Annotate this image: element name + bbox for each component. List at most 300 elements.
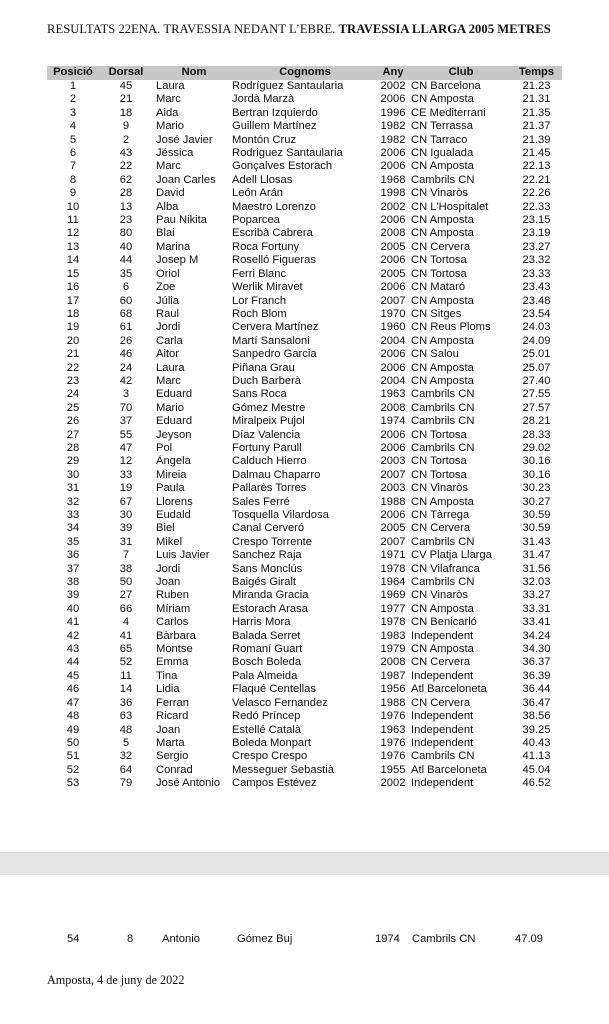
table-row bbox=[47, 402, 562, 415]
cell-nom: Luis Javier bbox=[156, 549, 210, 562]
table-row bbox=[47, 415, 562, 428]
table-row bbox=[47, 724, 562, 737]
cell-club: CN Vinaròs bbox=[411, 482, 468, 495]
cell-nom: Zoe bbox=[156, 281, 176, 294]
cell-club: CN Benicarló bbox=[411, 616, 477, 629]
cell-posicio: 48 bbox=[66, 710, 80, 723]
cell-temps: 31.56 bbox=[522, 562, 551, 575]
cell-any: 1974 bbox=[375, 933, 400, 945]
cell-temps: 25.07 bbox=[522, 361, 551, 374]
table-row bbox=[47, 201, 562, 214]
cell-club: CN Vilafranca bbox=[411, 562, 480, 575]
table-row bbox=[47, 777, 562, 790]
cell-posicio: 15 bbox=[66, 267, 80, 280]
table-row bbox=[47, 750, 562, 763]
cell-temps: 46.52 bbox=[522, 777, 551, 790]
cell-any: 2003 bbox=[380, 455, 406, 468]
cell-club: Cambrils CN bbox=[411, 388, 475, 401]
cell-club: CN Igualada bbox=[411, 147, 474, 160]
cell-posicio: 8 bbox=[69, 173, 77, 186]
table-row bbox=[47, 187, 562, 200]
cell-posicio: 50 bbox=[66, 736, 80, 749]
cell-posicio: 20 bbox=[66, 334, 80, 347]
cell-cognoms: Estorach Arasa bbox=[232, 602, 308, 615]
table-row bbox=[47, 174, 562, 187]
cell-nom: Aida bbox=[156, 106, 179, 119]
cell-cognoms: Piñana Grau bbox=[232, 361, 295, 374]
cell-temps: 29.02 bbox=[522, 441, 551, 454]
cell-any: 2002 bbox=[380, 777, 406, 790]
cell-posicio: 6 bbox=[69, 147, 77, 160]
cell-club: CN Reus Ploms bbox=[411, 321, 491, 334]
cell-cognoms: Estellé Català bbox=[232, 723, 302, 736]
cell-cognoms: Messeguer Sebastià bbox=[232, 763, 334, 776]
table-row bbox=[47, 764, 562, 777]
cell-temps: 41.13 bbox=[522, 750, 551, 763]
cell-cognoms: Rodriguez Santaularia bbox=[232, 147, 343, 160]
cell-nom: Mikel bbox=[156, 535, 183, 548]
cell-posicio: 51 bbox=[66, 750, 80, 763]
cell-nom: Júlia bbox=[156, 294, 180, 307]
cell-nom: Joan bbox=[156, 723, 181, 736]
results-table bbox=[47, 66, 562, 791]
cell-dorsal: 55 bbox=[119, 428, 133, 441]
cell-nom: Eudald bbox=[156, 509, 191, 521]
cell-club: CN Amposta bbox=[411, 602, 474, 615]
cell-any: 2006 bbox=[380, 361, 406, 374]
cell-nom: Joan bbox=[156, 576, 181, 589]
cell-dorsal: 26 bbox=[119, 334, 133, 347]
cell-posicio: 33 bbox=[66, 509, 80, 521]
cell-posicio: 30 bbox=[66, 468, 80, 481]
table-row bbox=[47, 563, 562, 576]
cell-cognoms: Gómez Mestre bbox=[232, 401, 306, 414]
cell-posicio: 47 bbox=[66, 696, 80, 709]
cell-club: CN Tarraco bbox=[411, 133, 468, 146]
cell-nom: Lidia bbox=[156, 683, 180, 696]
cell-cognoms: Gonçalves Estorach bbox=[232, 160, 333, 173]
cell-dorsal: 24 bbox=[119, 361, 133, 374]
col-header-dorsal: Dorsal bbox=[99, 66, 153, 80]
cell-club: CN Sitges bbox=[411, 307, 462, 320]
table-row bbox=[47, 134, 562, 147]
cell-dorsal: 30 bbox=[119, 509, 133, 521]
cell-nom: Eduard bbox=[156, 388, 193, 401]
cell-posicio: 53 bbox=[66, 777, 80, 790]
cell-temps: 25.01 bbox=[522, 348, 551, 361]
cell-cognoms: Romaní Guart bbox=[232, 643, 303, 656]
cell-temps: 24.09 bbox=[522, 334, 551, 347]
cell-nom: Jeyson bbox=[156, 428, 192, 441]
cell-cognoms: Dalmau Chaparro bbox=[232, 468, 321, 481]
cell-any: 1964 bbox=[380, 576, 406, 589]
table-row bbox=[47, 281, 562, 294]
cell-nom: José Javier bbox=[156, 133, 213, 146]
cell-club: CN Amposta bbox=[411, 643, 474, 656]
cell-temps: 39.25 bbox=[522, 723, 551, 736]
cell-nom: Biel bbox=[156, 522, 175, 535]
cell-temps: 22.13 bbox=[522, 160, 551, 173]
cell-any: 1970 bbox=[380, 307, 406, 320]
cell-temps: 21.39 bbox=[522, 133, 551, 146]
table-row bbox=[47, 107, 562, 120]
cell-dorsal: 12 bbox=[119, 455, 133, 468]
cell-any: 2002 bbox=[380, 200, 406, 213]
cell-nom: Antonio bbox=[162, 933, 200, 945]
cell-nom: Ferran bbox=[156, 696, 189, 709]
table-row bbox=[47, 536, 562, 549]
cell-temps: 22.33 bbox=[522, 200, 551, 213]
cell-any: 1987 bbox=[380, 669, 406, 682]
cell-posicio: 2 bbox=[69, 93, 77, 106]
table-row bbox=[47, 469, 562, 482]
table-row bbox=[47, 335, 562, 348]
cell-any: 1963 bbox=[380, 723, 406, 736]
cell-posicio: 13 bbox=[66, 240, 80, 253]
cell-club: CN Amposta bbox=[411, 214, 474, 227]
cell-temps: 27.40 bbox=[522, 374, 551, 387]
page-title bbox=[47, 22, 607, 37]
cell-dorsal: 44 bbox=[119, 254, 133, 267]
cell-nom: Míriam bbox=[156, 602, 191, 615]
cell-temps: 23.33 bbox=[522, 267, 551, 280]
cell-dorsal: 66 bbox=[119, 602, 133, 615]
cell-dorsal: 68 bbox=[119, 307, 133, 320]
cell-dorsal: 14 bbox=[119, 683, 133, 696]
cell-any: 1969 bbox=[380, 589, 406, 602]
cell-any: 1996 bbox=[380, 106, 406, 119]
table-row bbox=[47, 697, 562, 710]
cell-dorsal: 41 bbox=[119, 629, 133, 642]
cell-posicio: 19 bbox=[66, 321, 80, 334]
cell-cognoms: Sales Ferré bbox=[232, 495, 290, 508]
cell-club: CN Vinaròs bbox=[411, 589, 468, 602]
cell-club: CN Tortosa bbox=[411, 267, 467, 280]
cell-dorsal: 38 bbox=[119, 562, 133, 575]
cell-dorsal: 32 bbox=[119, 750, 133, 763]
cell-dorsal: 3 bbox=[122, 388, 130, 401]
cell-posicio: 44 bbox=[66, 656, 80, 669]
cell-temps: 36.44 bbox=[522, 683, 551, 696]
cell-nom: Marina bbox=[156, 240, 191, 253]
table-row bbox=[47, 522, 562, 535]
table-row-last bbox=[0, 932, 609, 946]
table-row bbox=[47, 93, 562, 106]
cell-cognoms: Bosch Boleda bbox=[232, 656, 302, 669]
cell-posicio: 36 bbox=[66, 549, 80, 562]
cell-posicio: 11 bbox=[67, 214, 79, 227]
cell-any: 2006 bbox=[380, 441, 406, 454]
header-row bbox=[47, 66, 562, 80]
cell-posicio: 1 bbox=[69, 80, 77, 92]
cell-nom: Jéssica bbox=[156, 147, 194, 160]
cell-dorsal: 63 bbox=[119, 710, 133, 723]
col-header-nom: Nom bbox=[153, 66, 232, 80]
cell-cognoms: Pallarès Torres bbox=[232, 482, 307, 495]
cell-cognoms: Fortuny Parull bbox=[232, 441, 302, 454]
cell-temps: 36.37 bbox=[522, 656, 551, 669]
cell-posicio: 37 bbox=[66, 562, 80, 575]
cell-club: Cambrils CN bbox=[411, 535, 475, 548]
cell-dorsal: 40 bbox=[119, 240, 133, 253]
cell-cognoms: Sans Roca bbox=[232, 388, 287, 401]
cell-temps: 23.54 bbox=[522, 307, 551, 320]
cell-temps: 22.26 bbox=[522, 187, 551, 200]
cell-any: 2004 bbox=[380, 334, 406, 347]
cell-dorsal: 23 bbox=[119, 214, 133, 227]
cell-club: Cambrils CN bbox=[411, 576, 475, 589]
table-row bbox=[47, 670, 562, 683]
table-row bbox=[47, 348, 562, 361]
cell-club: CE Mediterrani bbox=[411, 106, 486, 119]
cell-temps: 21.31 bbox=[522, 93, 551, 106]
cell-dorsal: 45 bbox=[119, 80, 133, 92]
cell-posicio: 38 bbox=[66, 576, 80, 589]
cell-temps: 33.27 bbox=[522, 589, 551, 602]
cell-posicio: 14 bbox=[66, 254, 80, 267]
cell-club: CN Mataró bbox=[411, 281, 466, 294]
cell-nom: Josep M bbox=[156, 254, 199, 267]
cell-nom: Eduard bbox=[156, 415, 193, 428]
cell-club: Independent bbox=[411, 629, 474, 642]
cell-temps: 33.31 bbox=[522, 602, 551, 615]
table-row bbox=[47, 576, 562, 589]
cell-any: 2008 bbox=[380, 227, 406, 240]
cell-temps: 33.41 bbox=[522, 616, 551, 629]
cell-club: CV Platja Llarga bbox=[411, 549, 492, 562]
cell-any: 2007 bbox=[380, 294, 406, 307]
cell-club: Atl Barceloneta bbox=[411, 763, 487, 776]
table-row bbox=[47, 509, 562, 522]
cell-any: 1998 bbox=[380, 187, 406, 200]
cell-dorsal: 46 bbox=[119, 348, 133, 361]
cell-temps: 36.39 bbox=[522, 669, 551, 682]
cell-cognoms: Adell Llosas bbox=[232, 173, 293, 186]
cell-dorsal: 11 bbox=[120, 669, 132, 682]
cell-dorsal: 70 bbox=[119, 401, 133, 414]
cell-nom: Bàrbara bbox=[156, 629, 196, 642]
cell-club: CN Vinaròs bbox=[411, 187, 468, 200]
table-row bbox=[47, 388, 562, 401]
table-row bbox=[47, 160, 562, 173]
cell-any: 1982 bbox=[380, 120, 406, 133]
cell-cognoms: Sans Monclús bbox=[232, 562, 303, 575]
cell-nom: Joan Carles bbox=[156, 173, 216, 186]
cell-posicio: 29 bbox=[66, 455, 80, 468]
cell-nom: Conrad bbox=[156, 763, 193, 776]
cell-cognoms: Miralpeix Pujol bbox=[232, 415, 305, 428]
cell-club: CN Amposta bbox=[411, 495, 474, 508]
cell-cognoms: Canal Cerveró bbox=[232, 522, 305, 535]
cell-cognoms: Miranda Gracia bbox=[232, 589, 309, 602]
cell-posicio: 22 bbox=[66, 361, 80, 374]
cell-dorsal: 21 bbox=[119, 93, 133, 106]
cell-any: 1955 bbox=[380, 763, 406, 776]
cell-cognoms: Crespo Torrente bbox=[232, 535, 313, 548]
cell-cognoms: Velasco Fernandez bbox=[232, 696, 328, 709]
cell-dorsal: 2 bbox=[122, 133, 130, 146]
cell-dorsal: 60 bbox=[119, 294, 133, 307]
cell-club: Cambrils CN bbox=[411, 750, 475, 763]
cell-dorsal: 50 bbox=[119, 576, 133, 589]
cell-club: CN Amposta bbox=[411, 294, 474, 307]
cell-posicio: 31 bbox=[66, 482, 80, 495]
cell-posicio: 3 bbox=[69, 106, 77, 119]
cell-nom: Marta bbox=[156, 736, 185, 749]
table-row bbox=[47, 321, 562, 334]
cell-temps: 28.33 bbox=[522, 428, 551, 441]
cell-club: Independent bbox=[411, 736, 474, 749]
cell-temps: 30.59 bbox=[522, 509, 551, 521]
cell-any: 1983 bbox=[380, 629, 406, 642]
title-prefix: RESULTATS 22ENA. TRAVESSIA NEDANT L’EBRE. bbox=[47, 22, 339, 36]
cell-any: 2008 bbox=[380, 401, 406, 414]
cell-nom: Aitor bbox=[156, 348, 180, 361]
cell-posicio: 40 bbox=[66, 602, 80, 615]
cell-cognoms: Lor Franch bbox=[232, 294, 287, 307]
table-row bbox=[47, 227, 562, 240]
cell-dorsal: 18 bbox=[119, 106, 133, 119]
cell-any: 2007 bbox=[380, 468, 406, 481]
cell-posicio: 34 bbox=[66, 522, 80, 535]
cell-posicio: 7 bbox=[69, 160, 77, 173]
cell-club: Atl Barceloneta bbox=[411, 683, 487, 696]
cell-cognoms: Roca Fortuny bbox=[232, 240, 300, 253]
cell-temps: 38.56 bbox=[522, 710, 551, 723]
cell-temps: 30.23 bbox=[522, 482, 551, 495]
table-row bbox=[47, 375, 562, 388]
cell-any: 2006 bbox=[380, 93, 406, 106]
cell-posicio: 52 bbox=[66, 763, 80, 776]
cell-club: Cambrils CN bbox=[411, 415, 475, 428]
cell-posicio: 39 bbox=[66, 589, 80, 602]
cell-temps: 23.27 bbox=[522, 240, 551, 253]
cell-dorsal: 19 bbox=[119, 482, 133, 495]
cell-temps: 30.16 bbox=[522, 455, 551, 468]
cell-any: 2006 bbox=[380, 428, 406, 441]
col-header-temps: Temps bbox=[511, 66, 562, 80]
cell-cognoms: Crespo Crespo bbox=[232, 750, 308, 763]
col-header-cognoms: Cognoms bbox=[232, 66, 378, 80]
cell-posicio: 4 bbox=[69, 120, 77, 133]
cell-temps: 23.48 bbox=[522, 294, 551, 307]
cell-club: CN Barcelona bbox=[411, 80, 481, 92]
table-row bbox=[47, 214, 562, 227]
cell-nom: Laura bbox=[156, 80, 185, 92]
cell-nom: Montse bbox=[156, 643, 193, 656]
table-row bbox=[47, 295, 562, 308]
cell-posicio: 41 bbox=[66, 616, 80, 629]
cell-nom: Oriol bbox=[156, 267, 180, 280]
table-row bbox=[47, 656, 562, 669]
cell-posicio: 42 bbox=[66, 629, 80, 642]
cell-any: 2006 bbox=[380, 254, 406, 267]
cell-cognoms: Escribà Cabrera bbox=[232, 227, 313, 240]
cell-any: 1956 bbox=[380, 683, 406, 696]
cell-dorsal: 79 bbox=[119, 777, 133, 790]
cell-any: 1974 bbox=[380, 415, 406, 428]
cell-temps: 34.30 bbox=[522, 643, 551, 656]
cell-cognoms: Sanpedro Garcia bbox=[232, 348, 317, 361]
cell-cognoms: Redó Príncep bbox=[232, 710, 301, 723]
cell-nom: Sergio bbox=[156, 750, 189, 763]
cell-dorsal: 22 bbox=[119, 160, 133, 173]
table-row bbox=[47, 308, 562, 321]
cell-cognoms: León Arán bbox=[232, 187, 284, 200]
cell-temps: 34.24 bbox=[522, 629, 551, 642]
cell-temps: 32.03 bbox=[522, 576, 551, 589]
table-row bbox=[47, 362, 562, 375]
cell-any: 1988 bbox=[380, 696, 406, 709]
cell-any: 2005 bbox=[380, 240, 406, 253]
cell-posicio: 28 bbox=[66, 441, 80, 454]
table-row bbox=[47, 241, 562, 254]
cell-temps: 30.16 bbox=[522, 468, 551, 481]
cell-any: 1968 bbox=[380, 173, 406, 186]
table-row bbox=[47, 710, 562, 723]
cell-dorsal: 4 bbox=[122, 616, 130, 629]
cell-cognoms: Flaqué Centellas bbox=[232, 683, 316, 696]
cell-posicio: 49 bbox=[66, 723, 80, 736]
cell-club: Independent bbox=[411, 777, 474, 790]
cell-any: 2006 bbox=[380, 160, 406, 173]
cell-nom: Paula bbox=[156, 482, 185, 495]
cell-club: Cambrils CN bbox=[411, 173, 475, 186]
cell-nom: Mario bbox=[156, 401, 184, 414]
cell-nom: José Antonio bbox=[156, 777, 221, 790]
cell-dorsal: 7 bbox=[122, 549, 130, 562]
cell-temps: 21.35 bbox=[522, 106, 551, 119]
cell-posicio: 16 bbox=[66, 281, 80, 294]
cell-nom: Pau Nikita bbox=[156, 214, 207, 227]
table-row bbox=[47, 737, 562, 750]
page-break bbox=[0, 852, 609, 876]
cell-temps: 22.21 bbox=[522, 173, 551, 186]
cell-posicio: 32 bbox=[66, 495, 80, 508]
cell-dorsal: 37 bbox=[119, 415, 133, 428]
cell-posicio: 9 bbox=[69, 187, 77, 200]
cell-temps: 40.43 bbox=[522, 736, 551, 749]
footer-place-date: Amposta, 4 de juny de 2022 bbox=[47, 973, 185, 987]
cell-cognoms: Calduch Hierro bbox=[232, 455, 307, 468]
table-row bbox=[47, 549, 562, 562]
cell-dorsal: 64 bbox=[119, 763, 133, 776]
cell-dorsal: 48 bbox=[119, 723, 133, 736]
cell-cognoms: Poparcea bbox=[232, 214, 280, 227]
cell-cognoms: Montón Cruz bbox=[232, 133, 297, 146]
cell-nom: Emma bbox=[156, 656, 189, 669]
cell-posicio: 12 bbox=[66, 227, 80, 240]
cell-dorsal: 28 bbox=[119, 187, 133, 200]
cell-any: 1960 bbox=[380, 321, 406, 334]
cell-nom: Tina bbox=[156, 669, 178, 682]
cell-posicio: 45 bbox=[66, 669, 80, 682]
cell-cognoms: Martí Sansaloni bbox=[232, 334, 310, 347]
cell-club: CN Tortosa bbox=[411, 455, 467, 468]
table-row bbox=[47, 603, 562, 616]
cell-posicio: 24 bbox=[66, 388, 80, 401]
cell-cognoms: Werlik Miravet bbox=[232, 281, 303, 294]
cell-temps: 21.37 bbox=[522, 120, 551, 133]
cell-posicio: 23 bbox=[66, 374, 80, 387]
cell-club: Cambrils CN bbox=[412, 933, 476, 945]
cell-dorsal: 33 bbox=[119, 468, 133, 481]
cell-temps: 36.47 bbox=[522, 696, 551, 709]
cell-club: CN Amposta bbox=[411, 227, 474, 240]
cell-cognoms: Roselló Figueras bbox=[232, 254, 316, 267]
cell-dorsal: 39 bbox=[119, 522, 133, 535]
cell-dorsal: 43 bbox=[119, 147, 133, 160]
